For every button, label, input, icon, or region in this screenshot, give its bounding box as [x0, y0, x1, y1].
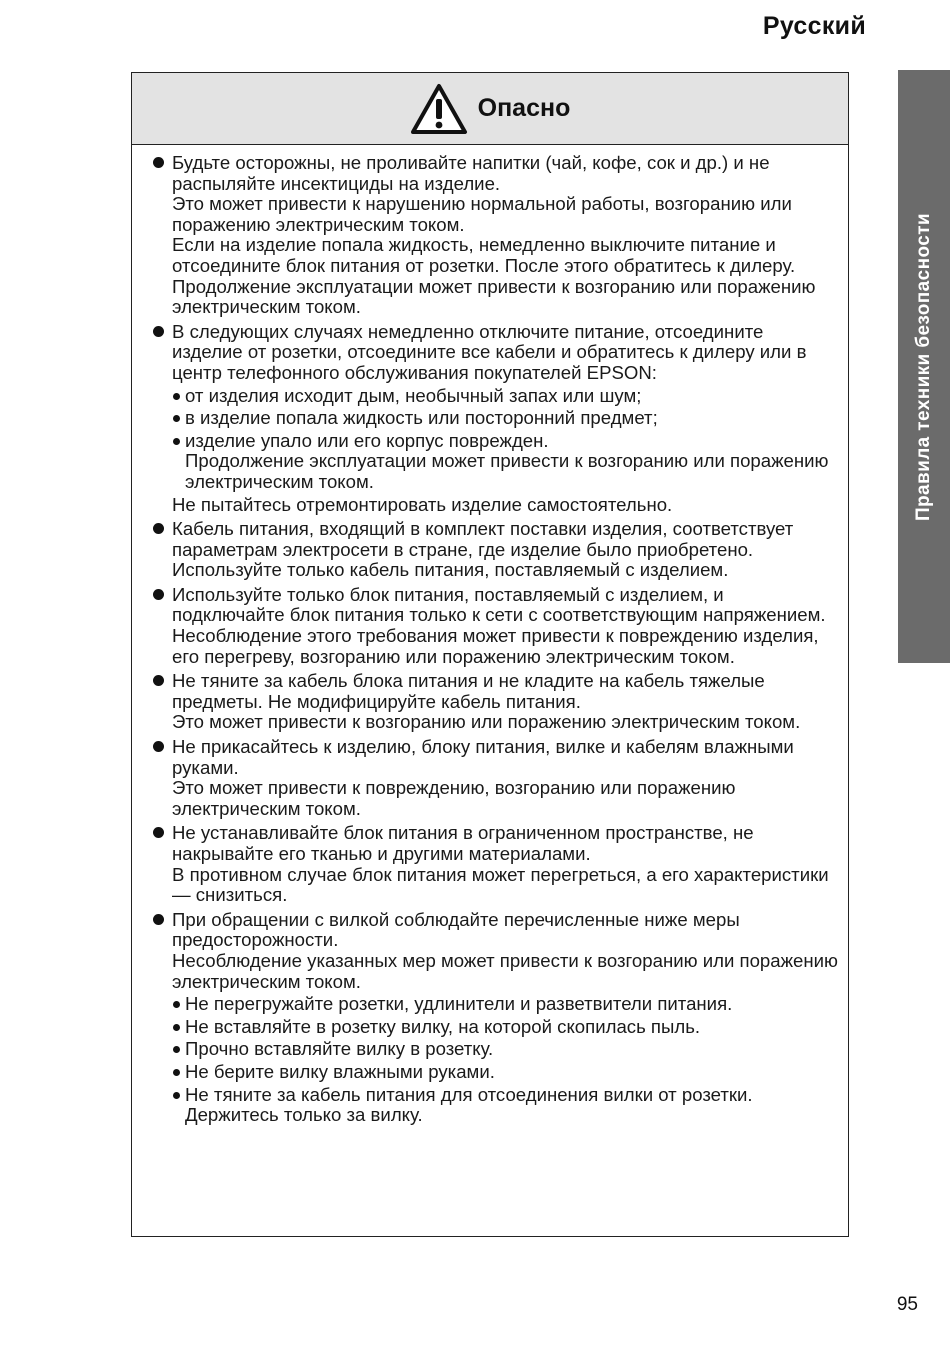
warning-subitem-line: Не вставляйте в розетку вилку, на которой скопилась пыль.: [185, 1015, 701, 1037]
small-bullet-icon: [172, 1085, 185, 1126]
warning-subitem-text: [185, 1039, 493, 1060]
warning-subitem-text: [185, 431, 838, 493]
small-bullet-icon: [172, 386, 185, 407]
warning-item-text: [172, 519, 838, 581]
warning-paragraph: Не тяните за кабель блока питания и не кладите на кабель тяжелые предметы. Не модифицируйте кабель питания.: [172, 670, 765, 712]
warning-item: [153, 737, 838, 819]
warning-subitem: [172, 994, 838, 1015]
warning-subitem-line: Держитесь только за вилку.: [185, 1104, 423, 1126]
warning-item: [153, 322, 838, 515]
warning-subitem-text: [185, 386, 641, 407]
warning-item: [153, 910, 838, 1128]
danger-warning-header: [132, 73, 848, 145]
bullet-icon: [153, 910, 172, 931]
warning-paragraph: Будьте осторожны, не проливайте напитки (чай, кофе, сок и др.) и не распыляйте инсектициды на изделие.: [172, 152, 770, 194]
warning-paragraph: Используйте только блок питания, поставляемый с изделием, и подключайте блок питания только к сети с соответствующим напряжением.: [172, 583, 826, 626]
small-bullet-icon: [172, 994, 185, 1015]
warning-paragraph: В следующих случаях немедленно отключите питание, отсоедините изделие от розетки, отсоедините все кабели и обратитесь к дилеру или в центр телефонного обслуживания покупателей EPSON:: [172, 320, 807, 383]
warning-triangle-icon: [410, 83, 468, 135]
warning-item: [153, 153, 838, 318]
warning-item-text: [172, 823, 838, 905]
warning-subitem: [172, 408, 838, 429]
bullet-icon: [153, 823, 172, 844]
small-bullet-icon: [172, 1039, 185, 1060]
warning-subitem: [172, 1017, 838, 1038]
warning-paragraph: Несоблюдение этого требования может привести к повреждению изделия, его перегреву, возгоранию или поражению электрическим током.: [172, 625, 819, 667]
warning-item: [153, 519, 838, 581]
warning-item: [153, 823, 838, 905]
warning-subitem: [172, 431, 838, 493]
bullet-icon: [153, 519, 172, 540]
warning-subitem-text: [185, 1085, 753, 1126]
small-bullet-icon: [172, 408, 185, 429]
language-label: Русский: [762, 12, 866, 40]
warning-subitem-line: от изделия исходит дым, необычный запах или шум;: [185, 384, 642, 406]
warning-subitem: [172, 1085, 838, 1126]
warning-paragraph: Если на изделие попала жидкость, немедленно выключите питание и отсоедините блок питания от розетки. После этого обратитесь к дилеру.: [172, 234, 796, 276]
bullet-icon: [153, 153, 172, 174]
warning-item-text: [172, 322, 838, 515]
warning-item-text: [172, 153, 838, 318]
bullet-icon: [153, 585, 172, 606]
warning-subitem-line: в изделие попала жидкость или посторонний предмет;: [185, 407, 658, 429]
bullet-icon: [153, 737, 172, 758]
warning-paragraph: Это может привести к повреждению, возгоранию или поражению электрическим током.: [172, 777, 736, 819]
warning-paragraph: Несоблюдение указанных мер может привести к возгоранию или поражению электрическим током.: [172, 949, 838, 992]
warning-paragraph: Продолжение эксплуатации может привести к возгоранию или поражению электрическим током.: [172, 275, 816, 318]
page-number: 95: [896, 1294, 918, 1315]
danger-warning-title: Опасно: [477, 94, 571, 122]
bullet-icon: [153, 671, 172, 692]
warning-paragraph: Не устанавливайте блок питания в ограниченном пространстве, не накрывайте его тканью и другими материалами.: [172, 822, 754, 864]
warning-paragraph: Это может привести к нарушению нормальной работы, возгоранию или поражению электрическим током.: [172, 193, 792, 235]
warning-sublist: [172, 386, 838, 493]
small-bullet-icon: [172, 431, 185, 493]
warning-subitem-line: Не берите вилку влажными руками.: [185, 1060, 495, 1082]
warning-subitem-line: Продолжение эксплуатации может привести к возгоранию или поражению электрическим током.: [185, 450, 829, 492]
warning-subitem-line: Не перегружайте розетки, удлинители и разветвители питания.: [185, 993, 733, 1015]
warning-subitem: [172, 1039, 838, 1060]
warning-paragraph: Кабель питания, входящий в комплект поставки изделия, соответствует параметрам электросети в стране, где изделие было приобретено. Используйте только кабель питания, поставляемый с изделием.: [172, 518, 794, 581]
warning-item-text: [172, 671, 838, 733]
warning-paragraph: Не прикасайтесь к изделию, блоку питания, вилке и кабелям влажными руками.: [172, 736, 794, 778]
warning-subitem-line: Прочно вставляйте вилку в розетку.: [185, 1038, 494, 1060]
section-side-tab: [898, 70, 950, 663]
danger-warning-list: [132, 145, 848, 1128]
small-bullet-icon: [172, 1062, 185, 1083]
warning-item-text: [172, 910, 838, 1128]
warning-subitem-text: [185, 408, 658, 429]
small-bullet-icon: [172, 1017, 185, 1038]
warning-subitem: [172, 386, 838, 407]
warning-item: [153, 671, 838, 733]
section-side-tab-label: Правила техники безопасности: [913, 212, 934, 521]
warning-subitem-text: [185, 1062, 495, 1083]
warning-paragraph: Это может привести к возгоранию или поражению электрическим током.: [172, 711, 801, 733]
warning-subitem-line: изделие упало или его корпус поврежден.: [185, 429, 549, 451]
warning-paragraph: В противном случае блок питания может перегреться, а его характеристики — снизиться.: [172, 863, 829, 906]
warning-subitem-text: [185, 994, 732, 1015]
warning-item-text: [172, 585, 838, 667]
bullet-icon: [153, 322, 172, 343]
warning-sublist: [172, 994, 838, 1126]
warning-paragraph: При обращении с вилкой соблюдайте перечисленные ниже меры предосторожности.: [172, 908, 740, 951]
warning-item-text: [172, 737, 838, 819]
warning-paragraph: Не пытайтесь отремонтировать изделие самостоятельно.: [172, 493, 673, 515]
warning-subitem: [172, 1062, 838, 1083]
warning-item: [153, 585, 838, 667]
warning-subitem-text: [185, 1017, 700, 1038]
danger-warning-box: [131, 72, 849, 1237]
warning-subitem-line: Не тяните за кабель питания для отсоединения вилки от розетки.: [185, 1083, 753, 1105]
